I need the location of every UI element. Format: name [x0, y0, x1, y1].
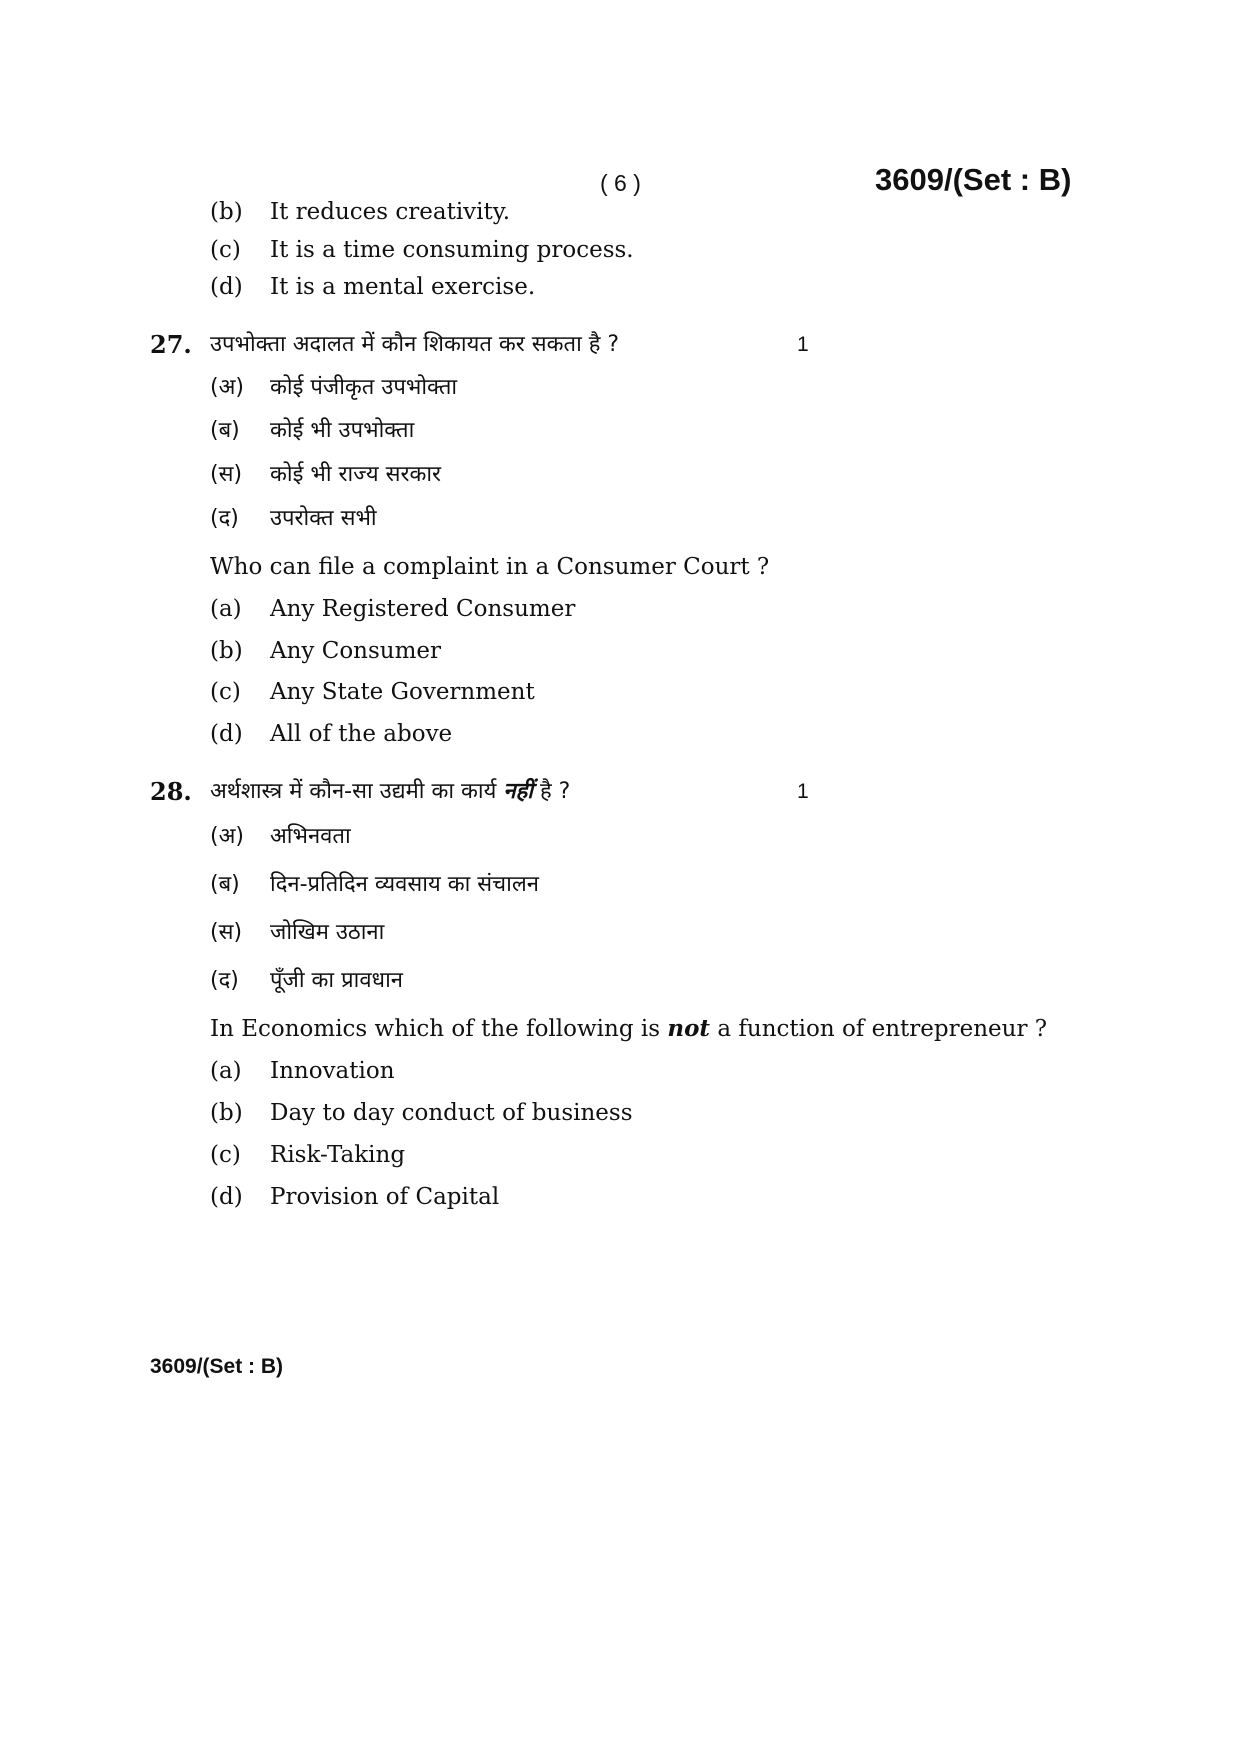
- option-text: Day to day conduct of business: [270, 1100, 633, 1126]
- q28-english-option-b: [210, 1096, 633, 1130]
- question-27-english-text: Who can file a complaint in a Consumer Court ?: [210, 554, 770, 580]
- q28-hindi-option-3: [210, 916, 384, 950]
- option-label: (अ): [210, 375, 244, 400]
- option-label: (c): [210, 679, 241, 705]
- option-label: (a): [210, 1058, 242, 1084]
- q27-english-option-d: [210, 717, 452, 751]
- option-label: (द): [210, 506, 239, 531]
- option-label: (d): [210, 1184, 243, 1210]
- question-number-27: 27.: [150, 330, 192, 359]
- question-number-28: 28.: [150, 777, 192, 806]
- prev-option-c: [210, 233, 634, 267]
- option-text: Any Registered Consumer: [270, 596, 576, 622]
- option-text: Innovation: [270, 1058, 395, 1084]
- option-label: (c): [210, 1142, 241, 1168]
- option-text: उपरोक्त सभी: [270, 506, 377, 531]
- q28-english-option-c: [210, 1138, 405, 1172]
- question-text-part: है ?: [539, 779, 571, 804]
- option-text: पूँजी का प्रावधान: [270, 968, 403, 993]
- q27-english-option-b: [210, 634, 441, 668]
- q27-hindi-option-1: [210, 371, 457, 405]
- q28-english-option-a: [210, 1054, 395, 1088]
- option-text: All of the above: [270, 721, 453, 747]
- paper-code-footer: 3609/(Set : B): [150, 1355, 284, 1378]
- question-text-part: a function of entrepreneur ?: [717, 1016, 1048, 1042]
- option-label: (a): [210, 596, 242, 622]
- question-text-part: In Economics which of the following is: [210, 1016, 661, 1042]
- option-label: (d): [210, 274, 243, 300]
- question-28-english-text: [210, 1012, 1047, 1046]
- option-text: Provision of Capital: [270, 1184, 500, 1210]
- option-label: (c): [210, 237, 241, 263]
- prev-option-b: [210, 195, 510, 229]
- option-text: Any State Government: [270, 679, 535, 705]
- question-text-part: अर्थशास्त्र में कौन-सा उद्यमी का कार्य: [210, 779, 497, 804]
- option-text: दिन-प्रतिदिन व्यवसाय का संचालन: [270, 872, 539, 897]
- q27-english-option-c: [210, 675, 535, 709]
- option-text: It is a mental exercise.: [270, 274, 536, 300]
- option-text: कोई भी उपभोक्ता: [270, 418, 415, 443]
- option-label: (स): [210, 920, 243, 945]
- emphasis-not-hindi: नहीं: [503, 779, 533, 804]
- q27-hindi-option-4: [210, 502, 377, 536]
- paper-code-header: 3609/(Set : B): [875, 162, 1072, 197]
- option-text: Risk-Taking: [270, 1142, 406, 1168]
- option-text: Any Consumer: [270, 638, 442, 664]
- question-27-marks: 1: [797, 333, 809, 356]
- emphasis-not: not: [667, 1015, 711, 1042]
- option-label: (b): [210, 638, 243, 664]
- q27-hindi-option-2: [210, 414, 414, 448]
- option-text: It is a time consuming process.: [270, 237, 634, 263]
- option-label: (द): [210, 968, 239, 993]
- option-text: It reduces creativity.: [270, 199, 511, 225]
- option-label: (ब): [210, 872, 240, 897]
- option-text: अभिनवता: [270, 824, 351, 849]
- q27-hindi-option-3: [210, 458, 441, 492]
- q28-hindi-option-2: [210, 868, 539, 902]
- option-label: (b): [210, 199, 243, 225]
- question-27-hindi-text: उपभोक्ता अदालत में कौन शिकायत कर सकता है ?: [210, 332, 620, 357]
- question-28-marks: 1: [797, 780, 809, 803]
- q27-english-option-a: [210, 592, 575, 626]
- q28-english-option-d: [210, 1180, 499, 1214]
- option-label: (स): [210, 462, 243, 487]
- option-label: (d): [210, 721, 243, 747]
- option-text: कोई भी राज्य सरकार: [270, 462, 442, 487]
- option-text: जोखिम उठाना: [270, 920, 385, 945]
- option-text: कोई पंजीकृत उपभोक्ता: [270, 375, 458, 400]
- option-label: (अ): [210, 824, 244, 849]
- question-28-hindi-text: [210, 775, 570, 809]
- prev-option-d: [210, 270, 535, 304]
- option-label: (ब): [210, 418, 240, 443]
- q28-hindi-option-1: [210, 820, 351, 854]
- q28-hindi-option-4: [210, 964, 403, 998]
- page-number: ( 6 ): [600, 170, 641, 196]
- option-label: (b): [210, 1100, 243, 1126]
